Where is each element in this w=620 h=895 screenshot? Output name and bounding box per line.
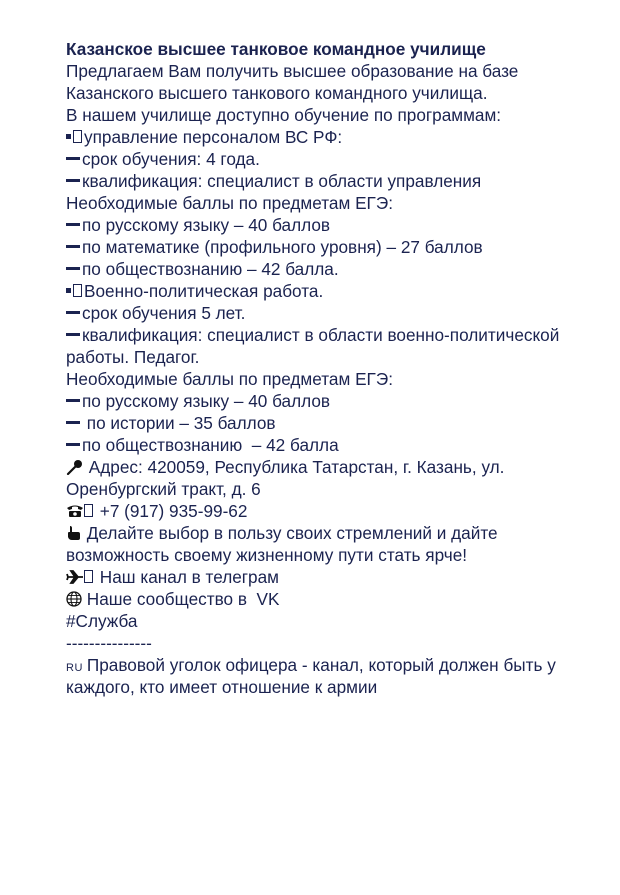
program1-ege-item — [66, 258, 586, 280]
program2-ege-item — [66, 412, 586, 434]
footer-text: Правовой уголок офицера - канал, который должен быть у каждого, кто имеет отношение к армии — [66, 655, 556, 697]
telegram-link[interactable]: Наш канал в телеграм — [99, 567, 279, 587]
program2-ege2: по истории – 35 баллов — [82, 413, 276, 433]
separator: --------------- — [66, 633, 152, 653]
program1-duration-item — [66, 148, 586, 170]
vk-link[interactable]: Наше сообщество в VK — [86, 589, 280, 609]
phone-icon — [66, 500, 84, 522]
address-text: Адрес: 420059, Республика Татарстан, г. Казань, ул. Оренбургский тракт, д. 6 — [66, 457, 505, 499]
page-title: Казанское высшее танковое командное училище — [66, 39, 486, 59]
bullet-square-icon — [66, 134, 71, 139]
program1-heading — [66, 126, 586, 148]
program1-qualification: квалификация: специалист в области управления — [82, 171, 482, 191]
program2-duration: срок обучения 5 лет. — [82, 303, 246, 323]
airplane-icon — [66, 566, 84, 588]
program2-heading — [66, 280, 586, 302]
program1-ege-title: Необходимые баллы по предметам ЕГЭ: — [66, 193, 393, 213]
missing-glyph-icon — [73, 130, 82, 143]
dash-bullet-icon — [66, 333, 80, 336]
dash-bullet-icon — [66, 443, 80, 446]
program2-qualification-item — [66, 324, 586, 368]
hashtag[interactable]: #Служба — [66, 611, 138, 631]
program1-ege-item — [66, 236, 586, 258]
globe-icon — [66, 588, 82, 610]
program1-ege3: по обществознанию – 42 балла. — [82, 259, 339, 279]
dash-bullet-icon — [66, 179, 80, 182]
program1-ege1: по русскому языку – 40 баллов — [82, 215, 331, 235]
programs-intro: В нашем училище доступно обучение по программам: — [66, 105, 502, 125]
vk-line[interactable] — [66, 588, 586, 610]
dash-bullet-icon — [66, 267, 80, 270]
document-body — [66, 38, 586, 698]
program2-duration-item — [66, 302, 586, 324]
program2-ege3: по обществознанию – 42 балла — [82, 435, 339, 455]
dash-bullet-icon — [66, 311, 80, 314]
missing-glyph-icon — [73, 284, 82, 297]
ru-badge: RU — [66, 662, 83, 674]
footer-line — [66, 654, 586, 698]
program1-name: управление персоналом ВС РФ: — [84, 127, 343, 147]
missing-glyph-icon — [84, 504, 93, 517]
program2-qualification: квалификация: специалист в области военно-политической работы. Педагог. — [66, 325, 560, 367]
program1-ege-item — [66, 214, 586, 236]
program2-ege-title: Необходимые баллы по предметам ЕГЭ: — [66, 369, 393, 389]
dash-bullet-icon — [66, 245, 80, 248]
program2-ege1: по русскому языку – 40 баллов — [82, 391, 331, 411]
dash-bullet-icon — [66, 421, 80, 424]
intro-paragraph: Предлагаем Вам получить высшее образование на базе Казанского высшего танкового командного училища. — [66, 61, 519, 103]
dash-bullet-icon — [66, 399, 80, 402]
missing-glyph-icon — [84, 570, 93, 583]
bullet-square-icon — [66, 288, 71, 293]
program1-duration: срок обучения: 4 года. — [82, 149, 260, 169]
dash-bullet-icon — [66, 223, 80, 226]
program1-qualification-item — [66, 170, 586, 192]
program2-name: Военно-политическая работа. — [84, 281, 324, 301]
cta-text: Делайте выбор в пользу своих стремлений и дайте возможность своему жизненному пути стать ярче! — [66, 523, 498, 565]
pin-icon — [66, 456, 84, 478]
pointing-hand-icon — [66, 522, 82, 544]
program1-ege2: по математике (профильного уровня) – 27 баллов — [82, 237, 483, 257]
program2-ege-item — [66, 390, 586, 412]
phone-number[interactable]: +7 (917) 935-99-62 — [99, 501, 248, 521]
dash-bullet-icon — [66, 157, 80, 160]
cta-line — [66, 522, 586, 566]
program2-ege-item — [66, 434, 586, 456]
phone-line — [66, 500, 586, 522]
address-line — [66, 456, 586, 500]
telegram-line[interactable] — [66, 566, 586, 588]
